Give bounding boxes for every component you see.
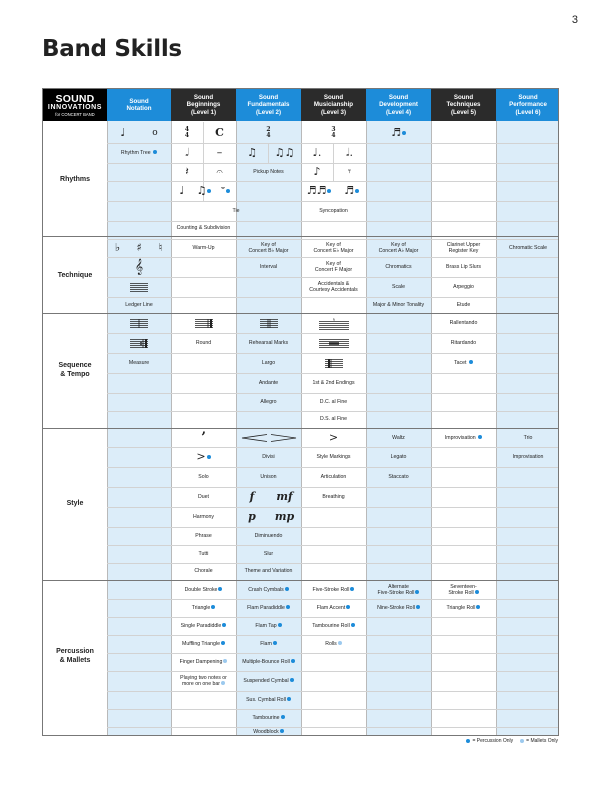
header-level6: Sound Performance (Level 6) (496, 89, 559, 121)
tutti: Tutti (198, 550, 209, 557)
counting-subdivision: Counting & Subdivision (176, 225, 231, 232)
tambourine-roll: Tambourine Roll (301, 617, 366, 635)
header-level2: Sound Fundamentals (Level 2) (236, 89, 301, 121)
chromatics: Chromatics (385, 263, 412, 270)
sharp-icon: ♯ (136, 241, 142, 254)
logo-line2: INNOVATIONS (47, 103, 103, 111)
ds-al-fine: D.S. al Fine (319, 416, 348, 423)
half-rest-icon: – (216, 146, 223, 159)
multiple-bounce-roll: Multiple-Bounce Roll (236, 653, 301, 671)
header-level4: Sound Development (Level 4) (366, 89, 431, 121)
trio: Trio (523, 434, 533, 441)
key-f-major: Key of Concert F Major (314, 260, 353, 273)
chorale: Chorale (194, 568, 213, 575)
diminuendo: Diminuendo (254, 532, 283, 539)
tacet: Tacet (431, 353, 496, 373)
five-stroke-roll: Five-Stroke Roll (301, 581, 366, 599)
header-level3: Sound Musicianship (Level 3) (301, 89, 366, 121)
nine-stroke-roll: Nine-Stroke Roll (366, 599, 431, 617)
dc-al-fine: D.C. al Fine (319, 398, 348, 405)
flat-icon: ♭ (114, 241, 121, 254)
syncopation: Syncopation (319, 207, 348, 214)
forte-icon: f (249, 490, 255, 503)
common-time-icon: C (215, 125, 224, 139)
chromatic-scale: Chromatic Scale (508, 244, 548, 251)
largo: Largo (261, 359, 276, 366)
header-notation: Sound Notation (107, 89, 171, 121)
eighth-pair-icon: ♫ (193, 181, 215, 201)
sixteenth-group-icon: ♬ (337, 181, 366, 201)
scale: Scale (392, 283, 405, 290)
rallentando: Rallentando (449, 320, 478, 327)
time-sig-24-icon: 2 4 (266, 125, 271, 139)
triangle-roll: Triangle Roll (431, 599, 496, 617)
legend-mallets: = Mallets Only (519, 738, 558, 744)
warm-up: Warm-Up (192, 244, 215, 251)
clarinet-upper-register: Clarinet Upper Register Key (446, 241, 481, 254)
section-rhythms: Rhythms (60, 176, 90, 183)
crash-cymbals: Crash Cymbals (236, 581, 301, 599)
mezzo-forte-icon: mf (276, 490, 293, 503)
multi-measure-rest-icon (301, 333, 366, 353)
treble-clef-icon: 𝄞 (134, 259, 144, 275)
breathing: Breathing (322, 493, 345, 500)
staff-icon (107, 277, 171, 297)
etude: Etude (456, 301, 471, 308)
phrase: Phrase (195, 532, 212, 539)
time-sig-34-icon: 3 4 (331, 125, 336, 139)
quarter-note-icon: ♩ (120, 125, 126, 139)
solo: Solo (198, 473, 209, 480)
piano-icon: p (248, 510, 256, 523)
woodblock: Woodblock (236, 727, 301, 736)
pickup-notes: Pickup Notes (253, 168, 284, 175)
skills-chart (42, 88, 559, 736)
sound-innovations-logo (43, 89, 107, 121)
section-style: Style (66, 500, 84, 507)
rolls: Rolls (301, 635, 366, 653)
sus-cymbal-roll: Sus. Cymbal Roll (236, 691, 301, 709)
page-title: Band Skills (42, 36, 182, 62)
roll-icon: 𝄻 (215, 181, 236, 201)
divisi: Divisi (262, 453, 275, 460)
improvisation: Improvisation (431, 429, 496, 447)
duet: Duet (198, 493, 209, 500)
theme-variation: Theme and Variation (244, 568, 293, 575)
arpeggio: Arpeggio (453, 283, 474, 290)
col-bg-level6 (496, 89, 559, 735)
flam-tap: Flam Tap (236, 617, 301, 635)
accent-percussion-icon: > (171, 447, 236, 467)
measure: Measure (128, 359, 150, 366)
rhythm-tree: Rhythm Tree (107, 143, 171, 163)
legato: Legato (390, 453, 407, 460)
dotted-half-icon: 𝅗𝅥. (346, 146, 353, 159)
col-bg-notation (107, 89, 171, 735)
style-markings: Style Markings (316, 453, 351, 460)
endings: 1st & 2nd Endings (312, 379, 355, 386)
natural-icon: ♮ (158, 241, 163, 254)
logo-line1: SOUND (55, 92, 95, 105)
fermata-icon: 𝄐 (216, 165, 223, 178)
header-level1: Sound Beginnings (Level 1) (171, 89, 236, 121)
finger-dampening: Finger Dampening (171, 653, 236, 671)
section-technique: Technique (57, 272, 93, 279)
mezzo-piano-icon: mp (274, 510, 295, 523)
allegro: Allegro (260, 398, 277, 405)
rehearsal-marks: Rehearsal Marks (248, 339, 289, 346)
logo-line3: for CONCERT BAND (55, 111, 95, 117)
improvisation-level6: Improvisation (512, 453, 544, 460)
muffling-triangle: Muffling Triangle (171, 635, 236, 653)
flam-paradiddle: Flam Paradiddle (236, 599, 301, 617)
ritardando: Ritardando (450, 339, 477, 346)
round: Round (195, 339, 212, 346)
single-paradiddle: Single Paradiddle (171, 617, 236, 635)
four-eighths-icon: ♫♫ (274, 146, 295, 159)
breath-mark-icon: ’ (201, 430, 206, 446)
eighth-rest-icon: 𝄾 (348, 165, 351, 178)
suspended-cymbal: Suspended Cymbal (236, 671, 301, 691)
andante: Andante (258, 379, 279, 386)
harmony: Harmony (192, 513, 215, 520)
sixteenth-notes-icon: ♬ (366, 122, 431, 143)
double-stroke: Double Stroke (171, 581, 236, 599)
col-bg-level4 (366, 89, 431, 735)
key-eb-major: Key of Concert E♭ Major (313, 241, 354, 254)
triangle: Triangle (171, 599, 236, 617)
alt-five-stroke-roll: Alternate Five-Stroke Roll (366, 581, 431, 599)
sixteenth-run-icon: ♬♬ (301, 181, 337, 201)
tie: Tie (232, 207, 240, 214)
brass-lip-slurs: Brass Lip Slurs (446, 263, 481, 270)
final-barline-icon (171, 314, 236, 333)
key-ab-major: Key of Concert A♭ Major (378, 241, 419, 254)
ledger-line: Ledger Line (125, 301, 153, 308)
time-sig-44-icon: 4 4 (184, 125, 190, 139)
waltz: Waltz (392, 434, 405, 441)
key-bb-major: Key of Concert B♭ Major (248, 241, 289, 254)
quarter-rest-icon: 𝄽 (185, 165, 189, 178)
legend (465, 738, 558, 744)
seventeen-stroke-roll: Seventeen- Stroke Roll (448, 583, 477, 596)
page-number: 3 (571, 14, 578, 26)
flam-accent: Flam Accent (301, 599, 366, 617)
staccato: Staccato (388, 473, 409, 480)
header-level5: Sound Techniques (Level 5) (431, 89, 496, 121)
dal-segno-icon (301, 353, 366, 373)
slur: Slur (263, 550, 274, 557)
legend-percussion: = Percussion Only (465, 738, 513, 744)
unison: Unison (260, 473, 277, 480)
articulation: Articulation (320, 473, 347, 480)
double-barline-icon (236, 314, 301, 333)
accidentals: Accidentals & Courtesy Accidentals (309, 280, 358, 293)
flam: Flam (236, 635, 301, 653)
whole-note-icon: o (152, 127, 158, 138)
dotted-quarter-icon: ♩. (312, 146, 322, 159)
interval: Interval (259, 263, 277, 270)
segno-staff-icon (301, 314, 366, 333)
half-note-icon: 𝅗𝅥 (185, 146, 189, 159)
eighth-note-icon: ♪ (313, 165, 321, 178)
repeat-barline-icon (107, 333, 171, 353)
section-percussion: Percussion & Mallets (56, 648, 94, 664)
quarter-note-icon-2: ♩ (179, 184, 185, 197)
section-sequence: Sequence & Tempo (58, 362, 92, 378)
two-notes-one-bar: Playing two notes or more on one bar (180, 674, 227, 687)
svg-text:𝄋: 𝄋 (332, 317, 335, 322)
tambourine: Tambourine (236, 709, 301, 727)
barline-icon (107, 314, 171, 333)
major-minor-tonality: Major & Minor Tonality (372, 301, 425, 308)
crescendo-icon (236, 429, 301, 447)
accent-icon: > (328, 431, 339, 444)
eighth-notes-icon: ♫ (247, 146, 257, 159)
